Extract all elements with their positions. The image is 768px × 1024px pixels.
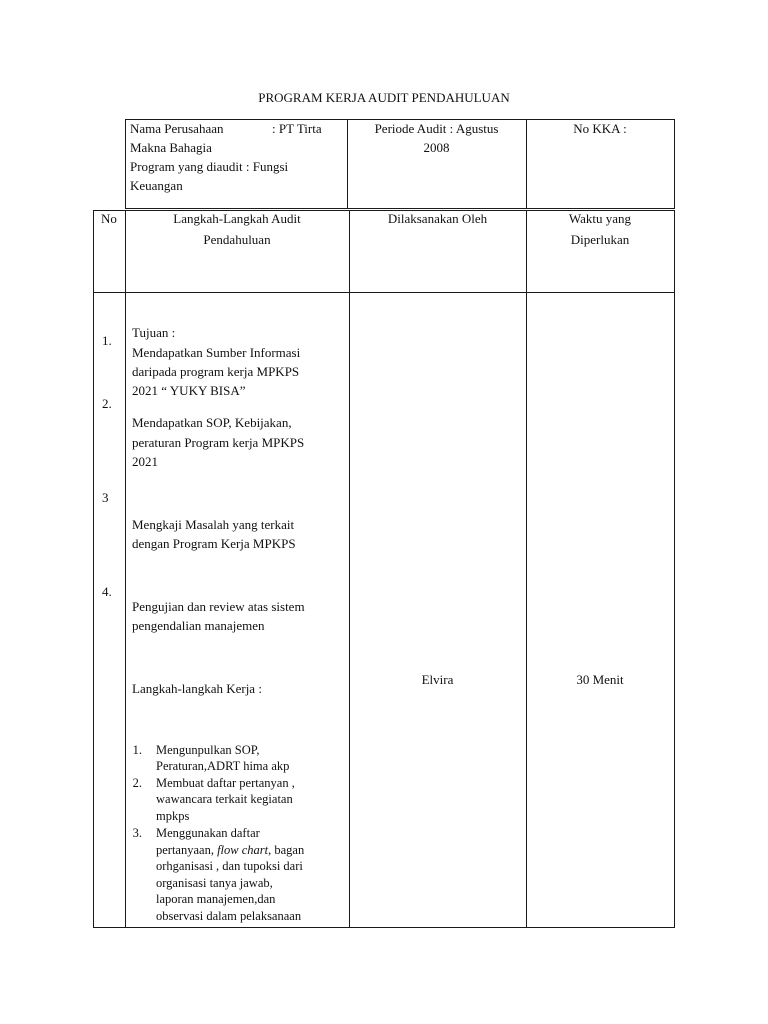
row-number: 4. bbox=[102, 584, 112, 599]
list-item: orhganisasi , dan tupoksi dari bbox=[156, 859, 303, 873]
column-header-steps-cont: Pendahuluan bbox=[203, 232, 271, 247]
column-header-executed-by: Dilaksanakan Oleh bbox=[387, 211, 488, 226]
objective-label: Tujuan : bbox=[132, 325, 176, 340]
column-header-steps: Langkah-Langkah Audit bbox=[173, 211, 301, 226]
work-steps-label: Langkah-langkah Kerja : bbox=[132, 681, 262, 696]
list-item: Mengunpulkan SOP, bbox=[156, 743, 260, 757]
list-item: mpkps bbox=[156, 809, 190, 823]
list-item bbox=[156, 842, 304, 859]
company-name-cont: Makna Bahagia bbox=[130, 140, 212, 155]
step-text: Mendapatkan SOP, Kebijakan, bbox=[132, 415, 292, 430]
column-header-time-cont: Diperlukan bbox=[570, 232, 630, 247]
step-text: peraturan Program kerja MPKPS bbox=[132, 435, 305, 450]
row-number: 1. bbox=[102, 333, 112, 348]
list-item: Membuat daftar pertanyan , bbox=[156, 776, 295, 790]
audit-period: Periode Audit : Agustus bbox=[374, 121, 499, 136]
column-header-no: No bbox=[101, 211, 117, 226]
list-item: laporan manajemen,dan bbox=[156, 892, 276, 906]
kka-number-label: No KKA : bbox=[573, 121, 627, 136]
list-item-number: 2. bbox=[132, 776, 142, 790]
program-audited-cont: Keuangan bbox=[130, 178, 183, 193]
page-title: PROGRAM KERJA AUDIT PENDAHULUAN bbox=[258, 90, 510, 105]
step-text: 2021 bbox=[132, 454, 158, 469]
list-item: organisasi tanya jawab, bbox=[156, 876, 273, 890]
step-text: daripada program kerja MPKPS bbox=[132, 364, 300, 379]
list-item: Menggunakan daftar bbox=[156, 826, 260, 840]
list-item: observasi dalam pelaksanaan bbox=[156, 909, 302, 923]
executed-by-value: Elvira bbox=[421, 672, 454, 687]
company-name: : PT Tirta bbox=[272, 121, 322, 136]
list-item: Peraturan,ADRT hima akp bbox=[156, 759, 290, 773]
list-item-text: pertanyaan, bbox=[156, 843, 218, 857]
flow-chart-term: flow chart bbox=[217, 843, 269, 857]
list-item-text: , bagan bbox=[268, 843, 305, 857]
step-text: 2021 “ YUKY BISA” bbox=[132, 383, 246, 398]
step-text: Pengujian dan review atas sistem bbox=[132, 599, 305, 614]
row-number: 3 bbox=[102, 490, 109, 505]
step-text: pengendalian manajemen bbox=[132, 618, 265, 633]
program-audited: Program yang diaudit : Fungsi bbox=[130, 159, 289, 174]
step-text: dengan Program Kerja MPKPS bbox=[132, 536, 296, 551]
list-item-number: 1. bbox=[132, 743, 142, 757]
list-item-number: 3. bbox=[132, 826, 142, 840]
step-text: Mendapatkan Sumber Informasi bbox=[132, 345, 301, 360]
step-text: Mengkaji Masalah yang terkait bbox=[132, 517, 295, 532]
time-needed-value: 30 Menit bbox=[576, 672, 624, 687]
list-item: wawancara terkait kegiatan bbox=[156, 792, 293, 806]
company-label: Nama Perusahaan bbox=[130, 121, 224, 136]
column-header-time: Waktu yang bbox=[568, 211, 632, 226]
audit-period-year: 2008 bbox=[423, 140, 450, 155]
row-number: 2. bbox=[102, 396, 112, 411]
